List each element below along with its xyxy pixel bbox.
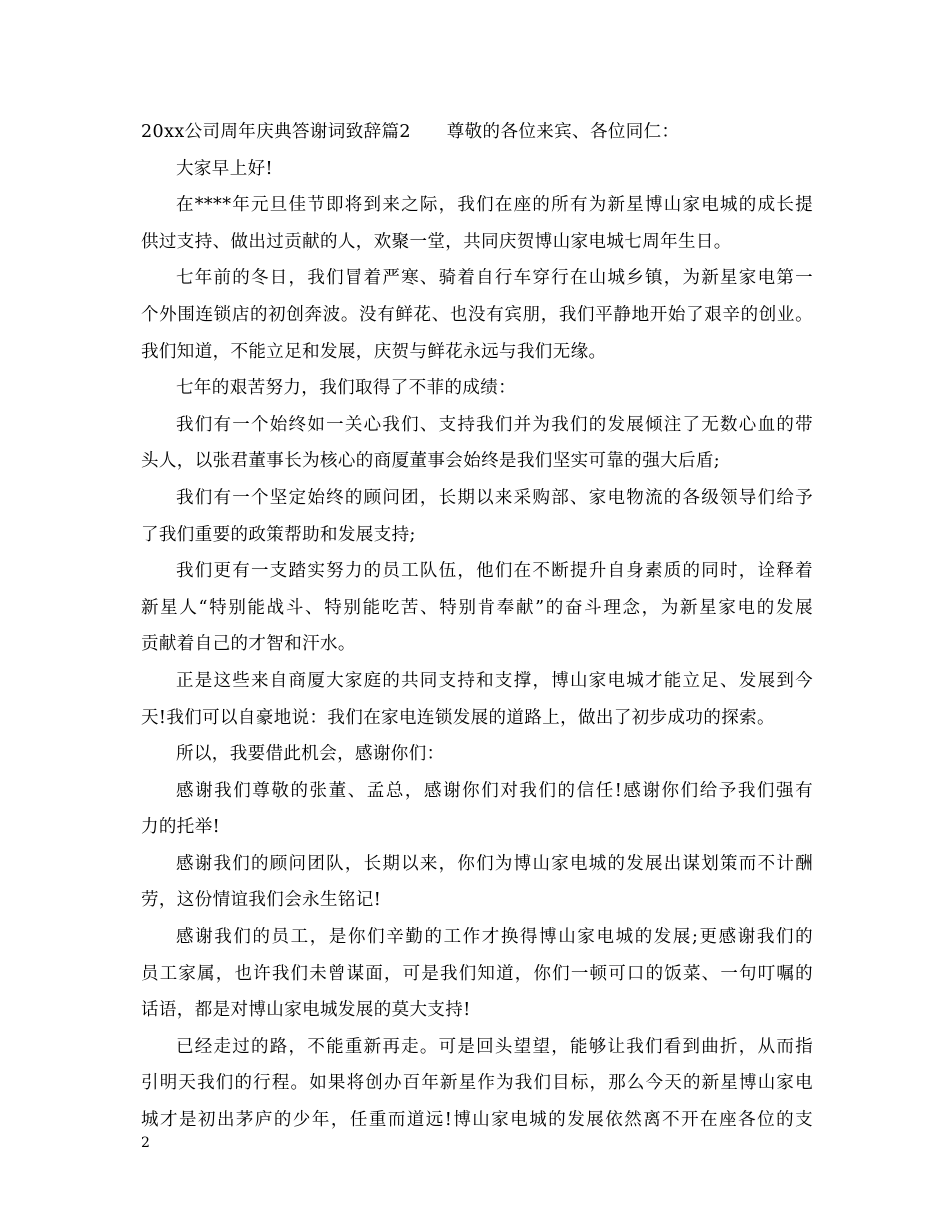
document-title-line: 20xx公司周年庆典答谢词致辞篇2 尊敬的各位来宾、各位同仁： — [141, 122, 680, 142]
paragraph-line: 我们更有一支踏实努力的员工队伍，他们在不断提升自身素质的同时，诠释着 — [176, 561, 813, 582]
paragraph-line: 我们有一个始终如一关心我们、支持我们并为我们的发展倾注了无数心血的带 — [176, 414, 813, 435]
paragraph-line: 已经走过的路，不能重新再走。可是回头望望，能够让我们看到曲折，从而指 — [176, 1036, 813, 1057]
paragraph-line: 新星人“特别能战斗、特别能吃苦、特别肯奉献”的奋斗理念，为新星家电的发展 — [141, 597, 813, 618]
document-body — [141, 114, 813, 1139]
paragraph-line: 力的托举! — [141, 817, 221, 838]
paragraph-line: 员工家属，也许我们未曾谋面，可是我们知道，你们一顿可口的饭菜、一句叮嘱的 — [141, 963, 813, 984]
paragraph-line: 引明天我们的行程。如果将创办百年新星作为我们目标，那么今天的新星博山家电 — [141, 1073, 813, 1094]
paragraph-line: 七年前的冬日，我们冒着严寒、骑着自行车穿行在山城乡镇，为新星家电第一 — [176, 268, 813, 289]
paragraph-line: 我们有一个坚定始终的顾问团，长期以来采购部、家电物流的各级领导们给予 — [176, 487, 813, 508]
paragraph-line: 头人，以张君董事长为核心的商厦董事会始终是我们坚实可靠的强大后盾; — [141, 451, 721, 472]
paragraph-line: 个外围连锁店的初创奔波。没有鲜花、也没有宾朋，我们平静地开始了艰辛的创业。 — [141, 304, 813, 325]
paragraph-line: 感谢我们的员工，是你们辛勤的工作才换得博山家电城的发展;更感谢我们的 — [176, 927, 813, 948]
paragraph-line: 供过支持、做出过贡献的人，欢聚一堂，共同庆贺博山家电城七周年生日。 — [141, 231, 732, 252]
paragraph-line: 贡献着自己的才智和汗水。 — [141, 634, 356, 655]
paragraph-line: 天!我们可以自豪地说：我们在家电连锁发展的道路上，做出了初步成功的探索。 — [141, 707, 775, 728]
paragraph-line: 在****年元旦佳节即将到来之际，我们在座的所有为新星博山家电城的成长提 — [176, 195, 813, 216]
paragraph-line: 感谢我们的顾问团队，长期以来，你们为博山家电城的发展出谋划策而不计酬 — [176, 853, 813, 874]
paragraph-line: 感谢我们尊敬的张董、孟总，感谢你们对我们的信任!感谢你们给予我们强有 — [176, 780, 813, 801]
paragraph-line: 话语，都是对博山家电城发展的莫大支持! — [141, 1000, 471, 1021]
paragraph-line: 城才是初出茅庐的少年，任重而道远!博山家电城的发展依然离不开在座各位的支 — [141, 1110, 813, 1131]
paragraph-line: 所以，我要借此机会，感谢你们： — [176, 744, 445, 765]
page-number: 2 — [141, 1135, 150, 1151]
paragraph-line: 七年的艰苦努力，我们取得了不菲的成绩： — [176, 378, 517, 399]
paragraph-line: 了我们重要的政策帮助和发展支持; — [141, 524, 416, 545]
paragraph-line: 大家早上好! — [176, 158, 273, 179]
paragraph-line: 我们知道，不能立足和发展，庆贺与鲜花永远与我们无缘。 — [141, 341, 607, 362]
paragraph-line: 正是这些来自商厦大家庭的共同支持和支撑，博山家电城才能立足、发展到今 — [176, 670, 813, 691]
paragraph-line: 劳，这份情谊我们会永生铭记! — [141, 890, 382, 911]
